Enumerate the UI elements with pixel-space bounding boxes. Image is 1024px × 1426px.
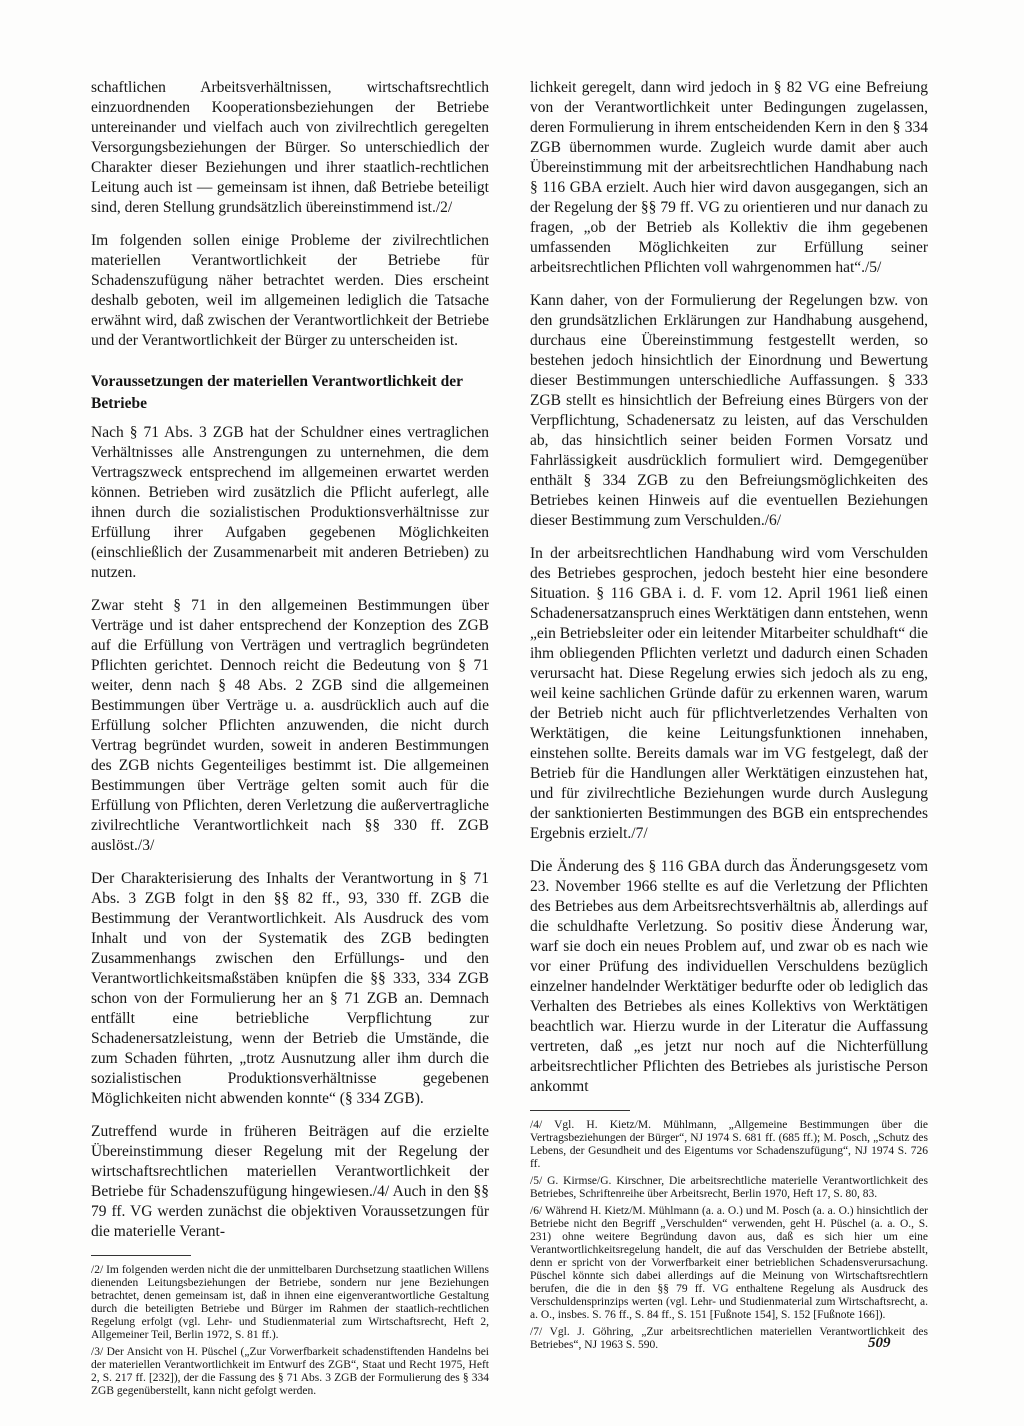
paragraph: Im folgenden sollen einige Probleme der zivilrechtlichen materiellen Verantwortlichkeit der Betriebe für Schadenszufügung näher betrachtet werden. Dies erscheint deshalb geboten, weil im allgemeinen lediglich die Tatsache erwähnt wird, daß zwischen der Verantwortlichkeit der Betriebe und der Verantwortlichkeit der Bürger zu unterscheiden ist. (91, 232, 489, 349)
footnote-divider (91, 1255, 191, 1256)
paragraph: Zwar steht § 71 in den allgemeinen Bestimmungen über Verträge und ist daher entsprechend der Konzeption des ZGB auf die Erfüllung von Verträgen und vertraglich begründeten Pflichten gerichtet. Dennoch reicht die Bedeutung von § 71 weiter, denn nach § 48 Abs. 2 ZGB sind die allgemeinen Bestimmungen über Verträge u. a. ausdrücklich auch auf die Erfüllung solcher Pflichten anzuwenden, die nicht durch Vertrag begründet wurden, soweit in anderen Bestimmungen des ZGB nichts Gegenteiliges bestimmt ist. Die allgemeinen Bestimmungen über Verträge gelten somit auch für die Erfüllung von Pflichten, deren Verletzung die außervertragliche zivilrechtliche Verantwortlichkeit nach §§ 330 ff. ZGB auslöst./3/ (91, 597, 489, 854)
paragraph: Nach § 71 Abs. 3 ZGB hat der Schuldner eines vertraglichen Verhältnisses alle Anstrengungen zu unternehmen, die dem Vertragszweck entsprechend im allgemeinen erwartet werden können. Betrieben wird zusätzlich die Pflicht auferlegt, alle ihnen durch die sozialistischen Produktionsverhältnisse zur Erfüllung ihrer Aufgaben gegebenen Möglichkeiten (einschließlich der Zusammenarbeit mit anderen Betrieben) zu nutzen. (91, 424, 489, 581)
paragraph: Zutreffend wurde in früheren Beiträgen auf die erzielte Übereinstimmung dieser Regelung mit der Regelung der wirtschaftsrechtlichen materiellen Verantwortlichkeit der Betriebe für Schadenszufügung hingewiesen./4/ Auch in den §§ 79 ff. VG werden zunächst die objektiven Voraussetzungen für die materielle Verant- (91, 1123, 489, 1240)
paragraph: Der Charakterisierung des Inhalts der Verantwortung in § 71 Abs. 3 ZGB folgt in den §§ 82 ff., 93, 330 ff. ZGB die Bestimmung der Verantwortlichkeit. Als Ausdruck des vom Inhalt und von der Systematik des ZGB bedingten Zusammenhangs zwischen den Erfüllungs- und den Verantwortlichkeitsmaßstäben knüpfen die §§ 333, 334 ZGB schon von der Formulierung her an § 71 ZGB an. Demnach entfällt eine betriebliche Verpflichtung zur Schadenersatzleistung, wenn der Betrieb die Umstände, die zum Schaden führten, „trotz Ausnutzung aller ihm durch die sozialistischen Produktionsverhältnisse gegebenen Möglichkeiten nicht abwenden konnte“ (§ 334 ZGB). (91, 870, 489, 1107)
paragraph: Kann daher, von der Formulierung der Regelungen bzw. von den grundsätzlichen Erklärungen zur Handhabung ausgehend, durchaus eine Übereinstimmung festgestellt werden, so bestehen jedoch hinsichtlich der Einordnung und Bewertung dieser Bestimmungen unterschiedliche Auffassungen. § 333 ZGB stellt es hinsichtlich der Befreiung eines Bürgers von der Verpflichtung, Schadenersatz zu leisten, auf das Verschulden ab, das hinsichtlich seiner beiden Formen Vorsatz und Fahrlässigkeit ausdrücklich formuliert wird. Demgegenüber enthält § 334 ZGB zu den Befreiungsmöglichkeiten des Betriebes keinen Hinweis auf die eventuellen Beziehungen dieser Bestimmung zum Verschulden./6/ (530, 292, 928, 529)
paragraph: lichkeit geregelt, dann wird jedoch in § 82 VG eine Befreiung von der Verantwortlichkeit unter Bedingungen zugelassen, deren Formulierung in ihrem entscheidenden Kern in den § 334 ZGB übernommen wurde. Zugleich wurde damit aber auch Übereinstimmung mit der arbeitsrechtlichen Handhabung nach § 116 GBA erzielt. Auch hier wird davon ausgegangen, sich an der Regelung der §§ 79 ff. VG zu orientieren und nur danach zu fragen, „ob der Betrieb als Kollektiv die ihm gegebenen umfassenden Möglichkeiten zur Erfüllung seiner arbeitsrechtlichen Pflichten voll wahrgenommen hat“./5/ (530, 79, 928, 276)
footnote: /3/ Der Ansicht von H. Püschel („Zur Vorwerfbarkeit schadenstiftenden Handelns bei der materiellen Verantwortlichkeit im Entwurf des ZGB“, Staat und Recht 1975, Heft 2, S. 217 ff. [232]), der die Fassung des § 71 Abs. 3 ZGB der Formulierung des § 334 ZGB gegenüberstellt, kann nicht gefolgt werden. (91, 1346, 489, 1397)
paragraph: schaftlichen Arbeitsverhältnissen, wirtschaftsrechtlich einzuordnenden Kooperationsbeziehungen der Betriebe untereinander und vielfach auch von zivilrechtlich geregelten Versorgungsbeziehungen der Bürger. So unterschiedlich der Charakter dieser Beziehungen und ihrer staatlich-rechtlichen Leitung auch ist — gemeinsam ist ihnen, daß Betriebe beteiligt sind, deren Stellung grundsätzlich übereinstimmend ist./2/ (91, 79, 489, 216)
page-number: 509 (868, 1335, 891, 1351)
section-heading: Voraussetzungen der materiellen Verantwortlichkeit der Betriebe (91, 373, 463, 412)
right-column (530, 78, 928, 1356)
footnote: /5/ G. Kirmse/G. Kirschner, Die arbeitsrechtliche materielle Verantwortlichkeit des Betriebes, Schriftenreihe über Arbeitsrecht, Berlin 1970, Heft 17, S. 80, 83. (530, 1175, 928, 1200)
footnote: /2/ Im folgenden werden nicht die der unmittelbaren Durchsetzung staatlichen Willens dienenden Leitungsbeziehungen der Betriebe, sondern nur jene Beziehungen betrachtet, denen gemeinsam ist, daß in ihnen eine eigenverantwortliche Gestaltung durch die beteiligten Betriebe und Bürger im Rahmen der staatlich-rechtlichen Regelung erfolgt (vgl. Lehr- und Studienmaterial zum Wirtschaftsrecht, Heft 2, Allgemeiner Teil, Berlin 1972, S. 81 ff.). (91, 1264, 489, 1341)
paragraph: Die Änderung des § 116 GBA durch das Änderungsgesetz vom 23. November 1966 stellte es auf die Verletzung der Pflichten des Betriebes aus dem Arbeitsrechtsverhältnis ab, allerdings auf die schuldhafte Verletzung. So positiv diese Änderung war, warf sie doch ein neues Problem auf, und zwar ob es nach wie vor einer Prüfung des individuellen Verschuldens bezüglich einzelner handelnder Werktätiger bedurfte oder ob lediglich das Verhalten des Betriebes als eines Kollektivs von Werktätigen beachtlich war. Hierzu wurde in der Literatur die Auffassung vertreten, daß „es jetzt nur noch auf die Nichterfüllung arbeitsrechtlicher Pflichten des Betriebes als juristische Person ankommt (530, 858, 928, 1095)
footnote-divider (530, 1110, 630, 1111)
left-column (91, 78, 489, 1402)
footnote: /6/ Während H. Kietz/M. Mühlmann (a. a. O.) und M. Posch (a. a. O.) hinsichtlich der Betriebe nicht den Begriff „Verschulden“ verwenden, geht H. Püschel (a. a. O., S. 231) ohne weitere Begründung davon aus, daß es sich hier um eine Verantwortlichkeitsregelung handelt, die auf das Verschulden der Betriebe abstellt, denn er spricht von der Vorwerfbarkeit einer betrieblichen Schadensverursachung. Püschel könnte sich dabei allerdings auf die Meinung von Wirtschaftsrechtlern berufen, die die in den §§ 79 ff. VG enthaltene Regelung als Ausdruck des Verschuldensprinzips werten (vgl. Lehr- und Studienmaterial zum Wirtschaftsrecht, a. a. O., insbes. S. 76 ff., S. 84 ff., S. 151 [Fußnote 154], S. 152 [Fußnote 166]). (530, 1205, 928, 1321)
footnote: /4/ Vgl. H. Kietz/M. Mühlmann, „Allgemeine Bestimmungen über die Vertragsbeziehungen der Bürger“, NJ 1974 S. 681 ff. (685 ff.); M. Posch, „Schutz des Lebens, der Gesundheit und des Eigentums vor Schadenszufügung“, NJ 1974 S. 726 ff. (530, 1119, 928, 1170)
footnote: /7/ Vgl. J. Göhring, „Zur arbeitsrechtlichen materiellen Verantwortlichkeit des Betriebes“, NJ 1963 S. 590. (530, 1326, 928, 1351)
paragraph: In der arbeitsrechtlichen Handhabung wird vom Verschulden des Betriebes gesprochen, jedoch besteht hier eine besondere Situation. § 116 GBA i. d. F. vom 12. April 1961 ließ einen Schadenersatzanspruch eines Werktätigen dann entstehen, wenn „ein Betriebsleiter oder ein leitender Mitarbeiter schuldhaft“ die ihm obliegenden Pflichten verletzt und dadurch einen Schaden verursacht hat. Diese Regelung erwies sich jedoch als zu eng, weil keine sachlichen Gründe dafür zu erkennen waren, warum der Betrieb nicht auch für pflichtverletzendes Verhalten von Werktätigen, die keine Leitungsfunktionen innehaben, einstehen sollte. Bereits damals war im VG festgelegt, daß der Betrieb für die Handlungen aller Werktätigen einzustehen hat, und für zivilrechtliche Beziehungen wurde durch Auslegung der sanktionierten Bestimmungen des BGB ein entsprechendes Ergebnis erzielt./7/ (530, 545, 928, 842)
